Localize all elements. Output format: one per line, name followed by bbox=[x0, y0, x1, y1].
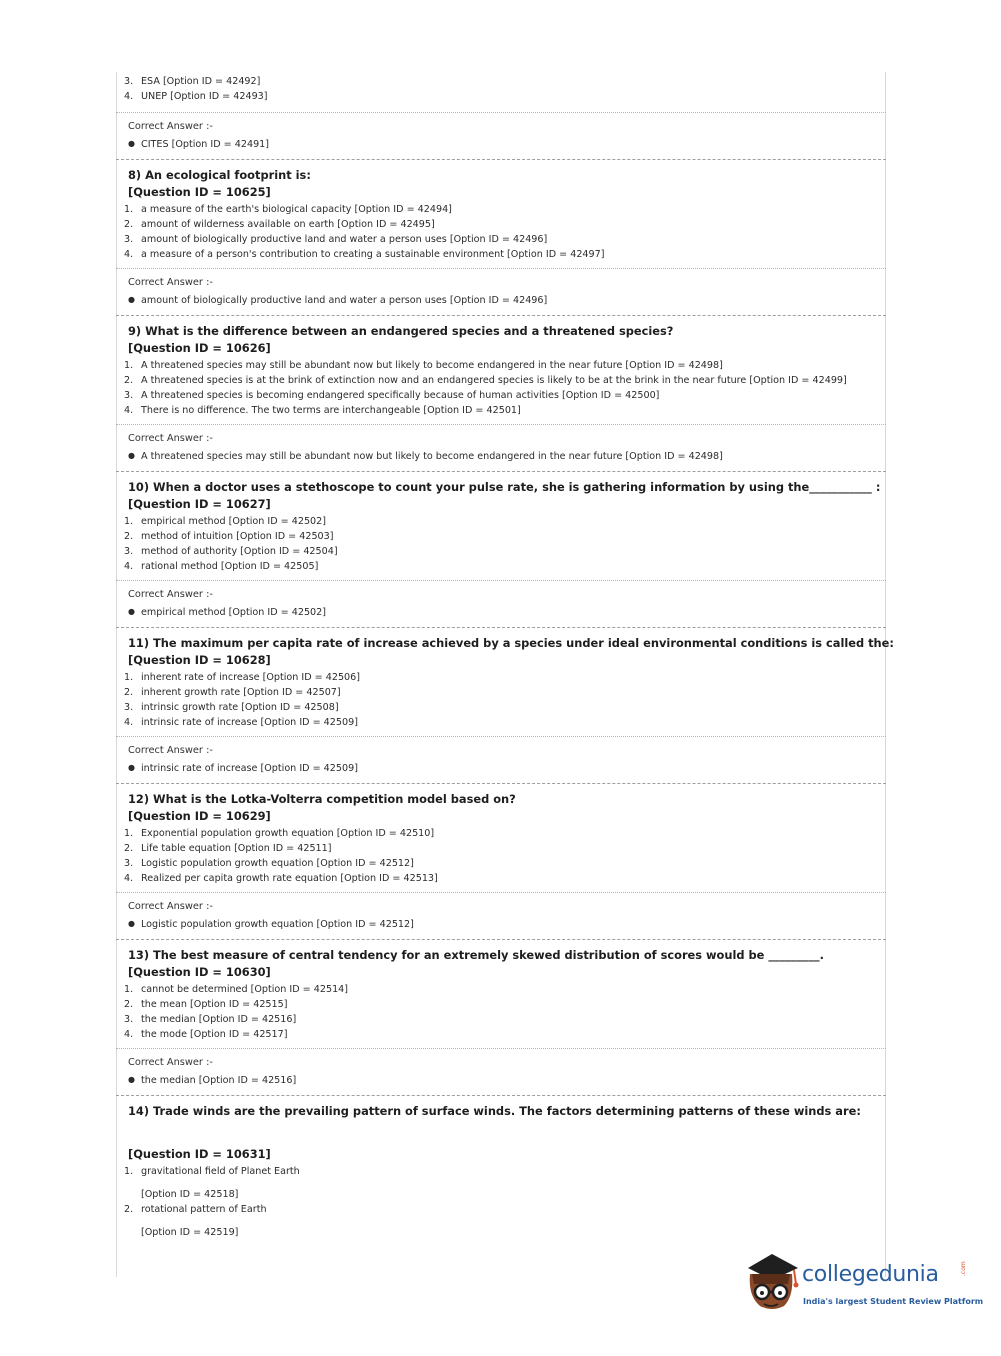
option-item: 3. A threatened species is becoming endangered specifically because of human activities [Option ID = 42500] bbox=[124, 390, 660, 401]
option-item: 4. a measure of a person's contribution to creating a sustainable environment [Option ID = 42497] bbox=[124, 249, 605, 260]
mascot-icon bbox=[742, 1250, 802, 1318]
correct-answer-block bbox=[116, 113, 886, 160]
option-item: 1. a measure of the earth's biological capacity [Option ID = 42494] bbox=[124, 204, 452, 215]
option-item: 3. the median [Option ID = 42516] bbox=[124, 1014, 297, 1025]
question-title: 12) What is the Lotka-Volterra competition model based on? bbox=[128, 792, 516, 806]
question-block bbox=[116, 784, 886, 893]
option-item: 4. Realized per capita growth rate equation [Option ID = 42513] bbox=[124, 873, 438, 884]
correct-answer: ● amount of biologically productive land and water a person uses [Option ID = 42496] bbox=[128, 295, 548, 306]
question-id: [Question ID = 10628] bbox=[128, 653, 271, 667]
option-item: 3. intrinsic growth rate [Option ID = 42508] bbox=[124, 702, 339, 713]
brand-name: collegedunia bbox=[802, 1262, 939, 1287]
correct-answer-block bbox=[116, 1049, 886, 1096]
correct-answer: ● A threatened species may still be abundant now but likely to become endangered in the near future [Option ID = 42498] bbox=[128, 451, 723, 462]
correct-answer: ● intrinsic rate of increase [Option ID = 42509] bbox=[128, 763, 358, 774]
document-content bbox=[116, 72, 894, 1246]
bullet-icon: ● bbox=[128, 919, 135, 928]
bullet-icon: ● bbox=[128, 451, 135, 460]
correct-answer-block bbox=[116, 581, 886, 628]
bullet-icon: ● bbox=[128, 763, 135, 772]
question-id: [Question ID = 10630] bbox=[128, 965, 271, 979]
question-id: [Question ID = 10627] bbox=[128, 497, 271, 511]
option-item: 2. A threatened species is at the brink of extinction now and an endangered species is likely to be at the brink in the near future [Option ID = 42499] bbox=[124, 375, 847, 386]
option-item: 2. inherent growth rate [Option ID = 42507] bbox=[124, 687, 341, 698]
correct-answer-block bbox=[116, 737, 886, 784]
option-item: 3. method of authority [Option ID = 42504] bbox=[124, 546, 338, 557]
question-block bbox=[116, 1096, 886, 1246]
brand-suffix: .com bbox=[960, 1261, 967, 1276]
bullet-icon: ● bbox=[128, 1075, 135, 1084]
collegedunia-logo bbox=[742, 1250, 984, 1320]
question-title: 14) Trade winds are the prevailing pattern of surface winds. The factors determining patterns of these winds are: bbox=[128, 1104, 861, 1118]
question-title: 10) When a doctor uses a stethoscope to count your pulse rate, she is gathering information by using the___________ : bbox=[128, 480, 881, 494]
option-item: 1. Exponential population growth equation [Option ID = 42510] bbox=[124, 828, 435, 839]
correct-answer: ● empirical method [Option ID = 42502] bbox=[128, 607, 327, 618]
correct-answer-block bbox=[116, 893, 886, 940]
option-item: 1. empirical method [Option ID = 42502] bbox=[124, 516, 327, 527]
bullet-icon: ● bbox=[128, 139, 135, 148]
correct-answer-label: Correct Answer :- bbox=[128, 121, 213, 132]
option-item: 4. rational method [Option ID = 42505] bbox=[124, 561, 319, 572]
question-title: 13) The best measure of central tendency for an extremely skewed distribution of scores would be _________. bbox=[128, 948, 824, 962]
question-id: [Question ID = 10626] bbox=[128, 341, 271, 355]
option-item: 1. cannot be determined [Option ID = 42514] bbox=[124, 984, 349, 995]
option-item: 2. amount of wilderness available on earth [Option ID = 42495] bbox=[124, 219, 435, 230]
correct-answer: ● the median [Option ID = 42516] bbox=[128, 1075, 297, 1086]
question-block bbox=[116, 160, 886, 269]
option-item: 2. method of intuition [Option ID = 42503] bbox=[124, 531, 334, 542]
option-item: 3. Logistic population growth equation [Option ID = 42512] bbox=[124, 858, 414, 869]
correct-answer-label: Correct Answer :- bbox=[128, 745, 213, 756]
bullet-icon: ● bbox=[128, 295, 135, 304]
correct-answer-label: Correct Answer :- bbox=[128, 277, 213, 288]
correct-answer-label: Correct Answer :- bbox=[128, 901, 213, 912]
brand-tagline: India's largest Student Review Platform bbox=[803, 1297, 984, 1306]
question-id: [Question ID = 10629] bbox=[128, 809, 271, 823]
correct-answer-block bbox=[116, 269, 886, 316]
correct-answer-label: Correct Answer :- bbox=[128, 1057, 213, 1068]
question-id: [Question ID = 10631] bbox=[128, 1147, 271, 1161]
correct-answer-label: Correct Answer :- bbox=[128, 589, 213, 600]
prev-question-options bbox=[116, 72, 886, 113]
question-block bbox=[116, 940, 886, 1049]
question-title: 9) What is the difference between an endangered species and a threatened species? bbox=[128, 324, 674, 338]
option-item: 2. Life table equation [Option ID = 42511] bbox=[124, 843, 332, 854]
correct-answer-block bbox=[116, 425, 886, 472]
option-id: [Option ID = 42518] bbox=[141, 1189, 239, 1200]
option-item: 3. ESA [Option ID = 42492] bbox=[124, 76, 261, 87]
correct-answer-label: Correct Answer :- bbox=[128, 433, 213, 444]
question-block bbox=[116, 472, 886, 581]
option-item: 4. the mode [Option ID = 42517] bbox=[124, 1029, 288, 1040]
option-item: 4. There is no difference. The two terms are interchangeable [Option ID = 42501] bbox=[124, 405, 521, 416]
option-item: 1. A threatened species may still be abundant now but likely to become endangered in the near future [Option ID = 42498] bbox=[124, 360, 723, 371]
question-title: 8) An ecological footprint is: bbox=[128, 168, 311, 182]
question-block bbox=[116, 316, 886, 425]
option-item: 1. inherent rate of increase [Option ID = 42506] bbox=[124, 672, 361, 683]
question-block bbox=[116, 628, 894, 737]
option-item: 1. gravitational field of Planet Earth bbox=[124, 1166, 300, 1177]
option-item: 3. amount of biologically productive land and water a person uses [Option ID = 42496] bbox=[124, 234, 548, 245]
correct-answer: ● CITES [Option ID = 42491] bbox=[128, 139, 270, 150]
question-id: [Question ID = 10625] bbox=[128, 185, 271, 199]
option-item: 2. rotational pattern of Earth bbox=[124, 1204, 267, 1215]
bullet-icon: ● bbox=[128, 607, 135, 616]
question-title: 11) The maximum per capita rate of increase achieved by a species under ideal environmental conditions is called the: bbox=[128, 636, 894, 650]
option-item: 2. the mean [Option ID = 42515] bbox=[124, 999, 288, 1010]
option-id: [Option ID = 42519] bbox=[141, 1227, 239, 1238]
option-item: 4. intrinsic rate of increase [Option ID = 42509] bbox=[124, 717, 358, 728]
correct-answer: ● Logistic population growth equation [Option ID = 42512] bbox=[128, 919, 414, 930]
option-item: 4. UNEP [Option ID = 42493] bbox=[124, 91, 268, 102]
